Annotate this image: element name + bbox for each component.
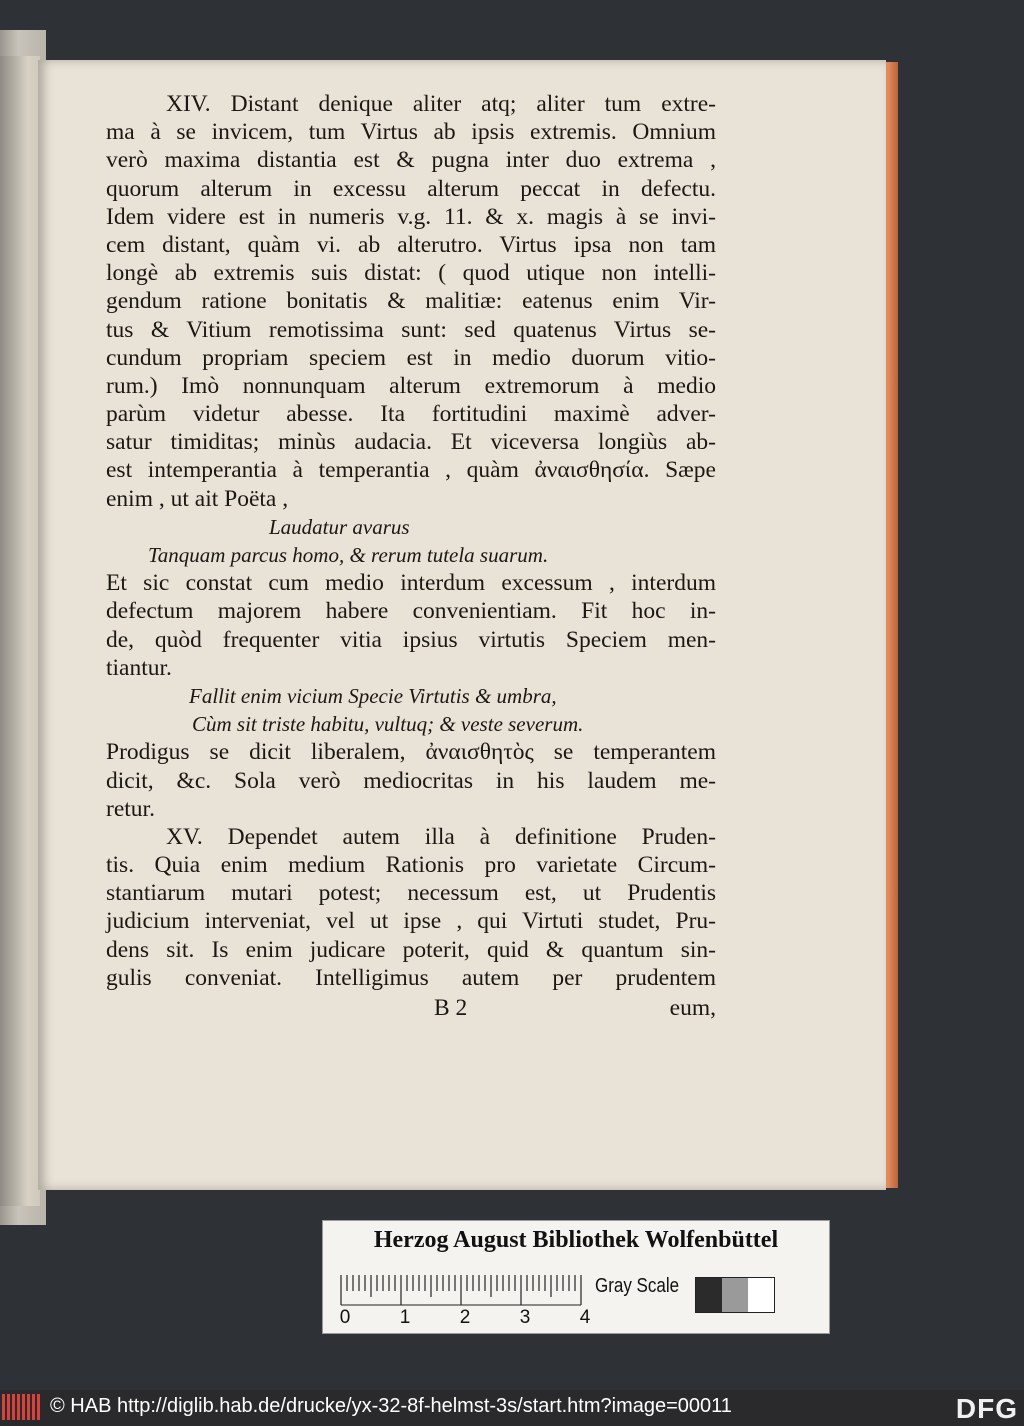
library-name: Herzog August Bibliothek Wolfenbüttel (373, 1227, 779, 1253)
text-line: parùm videtur abesse. Ita fortitudini maximè adver- (106, 401, 716, 428)
text-line: est intemperantia à temperantia , quàm ἀναισθησία. Sæpe (106, 457, 716, 484)
text-line: cundum propriam speciem est in medio duorum vitio- (106, 344, 716, 371)
text-line: longè ab extremis suis distat: ( quod utique non intelli- (106, 260, 716, 287)
ruler-number: 3 (519, 1307, 531, 1328)
catchword: eum, (669, 995, 716, 1021)
ruler-scale (339, 1271, 589, 1309)
text-line: rum.) Imò nonnunquam alterum extremorum à medio (106, 372, 716, 399)
footer-bar (0, 1390, 1024, 1426)
library-label-card (322, 1220, 830, 1334)
text-line: Cùm sit triste habitu, vultuq; & veste severum. (192, 712, 584, 737)
dfg-logo: DFG (955, 1393, 1018, 1424)
text-line: dicit, &c. Sola verò mediocritas in his laudem me- (106, 767, 716, 794)
text-line: tiantur. (106, 654, 172, 681)
hab-logo-icon (2, 1394, 42, 1420)
text-line: retur. (106, 795, 155, 822)
text-line: stantiarum mutari potest; necessum est, ut Prudentis (106, 880, 716, 907)
page-text (106, 90, 716, 1022)
text-line: Fallit enim vicium Specie Virtutis & umbra, (189, 683, 557, 708)
text-line: Prodigus se dicit liberalem, ἀναισθητὸς se temperantem (106, 739, 716, 766)
ruler-number: 0 (339, 1307, 351, 1328)
gray-black (696, 1278, 722, 1312)
text-line: XV. Dependet autem illa à definitione Pruden- (166, 823, 716, 850)
text-line: Tanquam parcus homo, & rerum tutela suarum. (148, 543, 549, 567)
ruler-number: 1 (399, 1307, 411, 1328)
gray-scale-swatch (695, 1277, 775, 1313)
text-line: enim , ut ait Poëta , (106, 485, 289, 512)
text-line: XIV. Distant denique aliter atq; aliter tum extre- (166, 91, 716, 117)
ruler-number: 2 (459, 1307, 471, 1328)
ruler-number: 4 (579, 1307, 591, 1328)
text-line: Et sic constat cum medio interdum excessum , interdum (106, 570, 716, 597)
text-line: satur timiditas; minùs audacia. Et viceversa longiùs ab- (106, 429, 716, 456)
text-line: dens sit. Is enim judicare poterit, quid & quantum sin- (106, 936, 716, 963)
left-leaf (0, 56, 40, 1206)
text-line: defectum majorem habere convenientiam. Fit hoc in- (106, 598, 716, 625)
page-footer-line (106, 994, 716, 1022)
text-line: de, quòd frequenter vitia ipsius virtutis Speciem men- (106, 626, 716, 653)
text-line: tus & Vitium remotissima sunt: sed quatenus Virtus se- (106, 316, 716, 343)
text-line: Laudatur avarus (269, 514, 410, 539)
text-line: verò maxima distantia est & pugna inter duo extrema , (106, 147, 716, 174)
text-line: ma à se invicem, tum Virtus ab ipsis extremis. Omnium (106, 119, 716, 146)
text-line: gendum ratione bonitatis & malitiæ: eatenus enim Vir- (106, 288, 716, 315)
text-line: tis. Quia enim medium Rationis pro varietate Circum- (106, 852, 716, 879)
text-line: judicium interveniat, vel ut ipse , qui Virtuti studet, Pru- (106, 908, 716, 935)
source-url[interactable]: © HAB http://diglib.hab.de/drucke/yx-32-8f-helmst-3s/start.htm?image=00011 (50, 1395, 732, 1417)
gray-mid (722, 1278, 748, 1312)
text-line: Idem videre est in numeris v.g. 11. & x. magis à se invi- (106, 203, 716, 230)
ruler-numbers (335, 1307, 595, 1331)
text-line: cem distant, quàm vi. ab alterutro. Virtus ipsa non tam (106, 231, 716, 258)
gray-scale-label: Gray Scale (595, 1275, 680, 1297)
text-line: quorum alterum in excessu alterum peccat in defectu. (106, 175, 716, 202)
text-line: gulis conveniat. Intelligimus autem per prudentem (106, 964, 716, 991)
signature-mark: B 2 (434, 995, 468, 1021)
gray-white (748, 1278, 774, 1312)
